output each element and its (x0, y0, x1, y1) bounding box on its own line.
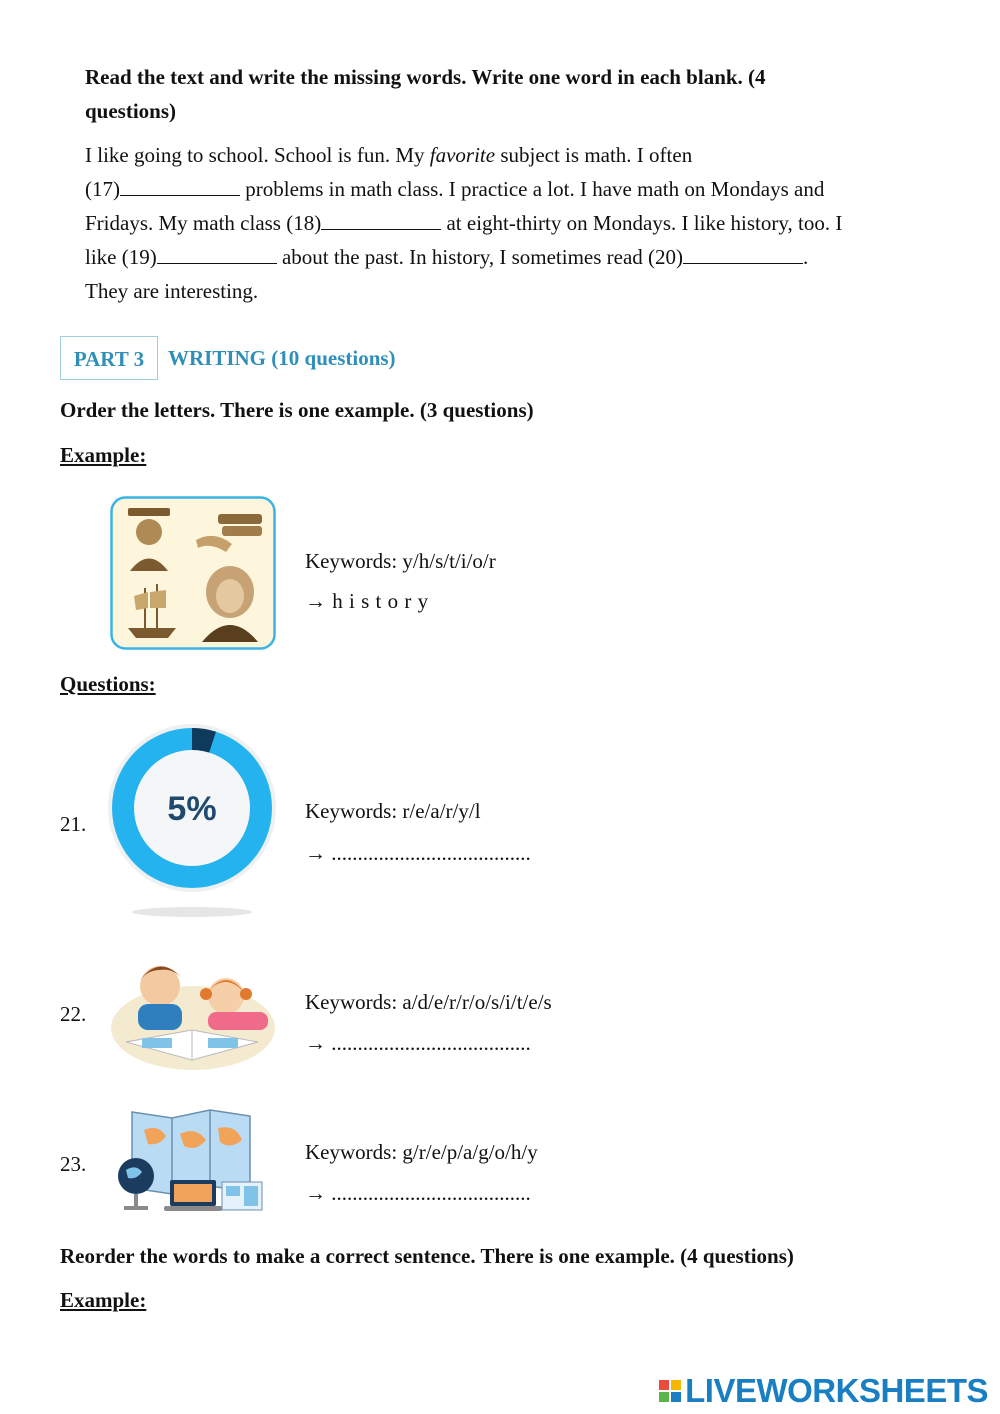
logo-text: LIVEWORKSHEETS (685, 1372, 988, 1409)
passage-text: . (803, 245, 809, 269)
passage-text: subject is math. I often (495, 143, 693, 167)
part-title: WRITING (10 questions) (168, 346, 396, 370)
question-number: 23. (60, 1152, 87, 1176)
example-keywords: Keywords: y/h/s/t/i/o/r (305, 549, 496, 573)
reading-instruction (85, 60, 945, 128)
passage-text: Fridays. My math class (18) (85, 211, 322, 235)
passage-text: They are interesting. (85, 279, 259, 303)
reading-passage (85, 138, 955, 308)
children-reading-image (108, 950, 278, 1074)
passage-text: problems in math class. I practice a lot. I have math on Mondays and (240, 177, 825, 201)
question-number: 22. (60, 1002, 87, 1026)
passage-text: about the past. In history, I sometimes read (20) (276, 245, 684, 269)
percent-image (104, 722, 280, 922)
blank-19[interactable] (157, 245, 277, 264)
passage-text: like (19) (85, 245, 157, 269)
questions-label: Questions: (60, 672, 156, 696)
blank-17[interactable] (120, 177, 240, 196)
passage-italic-word: favorite (429, 143, 496, 167)
q22-keywords: Keywords: a/d/e/r/r/o/s/i/t/e/s (305, 990, 552, 1014)
geography-image (110, 1106, 274, 1216)
q22-answer[interactable]: → ...................................... (305, 1031, 531, 1055)
passage-text: at eight-thirty on Mondays. I like history, too. I (441, 211, 843, 235)
history-image (110, 496, 276, 650)
blank-18[interactable] (321, 211, 441, 230)
q21-keywords: Keywords: r/e/a/r/y/l (305, 799, 481, 823)
reading-instruction-line1: Read the text and write the missing words. Write one word in each blank. (4 (85, 65, 766, 89)
blank-20[interactable] (683, 245, 803, 264)
reading-instruction-line2: questions) (85, 99, 177, 123)
q21-answer[interactable]: → ...................................... (305, 841, 531, 865)
q23-keywords: Keywords: g/r/e/p/a/g/o/h/y (305, 1140, 538, 1164)
q23-answer[interactable]: → ...................................... (305, 1181, 531, 1205)
part-label: PART 3 (60, 336, 158, 380)
reorder-instruction: Reorder the words to make a correct sentence. There is one example. (4 questions) (60, 1244, 794, 1268)
passage-text: (17) (85, 177, 120, 201)
question-number: 21. (60, 812, 87, 836)
liveworksheets-logo (659, 1372, 988, 1410)
example-label: Example: (60, 443, 147, 467)
percent-text: 5% (167, 790, 217, 828)
logo-icon (659, 1380, 681, 1402)
example-answer: → h i s t o r y (305, 589, 429, 613)
reorder-example-label: Example: (60, 1288, 147, 1312)
order-letters-instruction: Order the letters. There is one example. (3 questions) (60, 398, 534, 422)
passage-text: I like going to school. School is fun. My (85, 143, 430, 167)
